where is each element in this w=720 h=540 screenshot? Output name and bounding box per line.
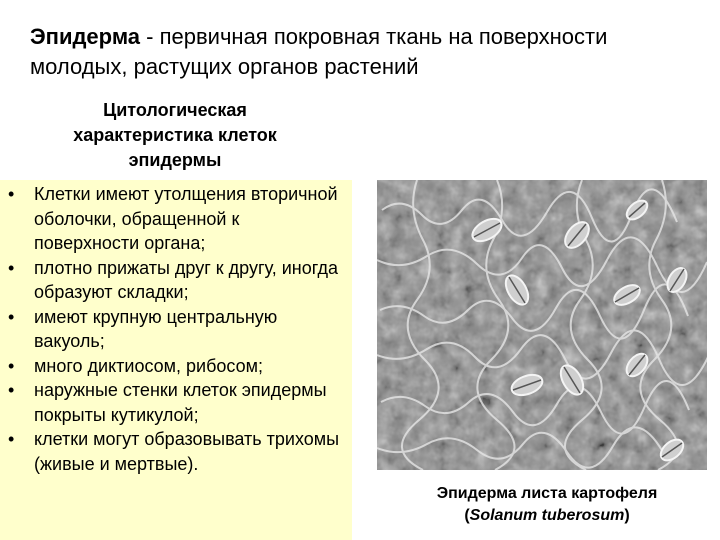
epidermis-micrograph bbox=[377, 180, 707, 470]
list-item-text: Клетки имеют утолщения вторичной оболочки, обращенной к поверхности органа; bbox=[34, 184, 338, 253]
bullet-icon: • bbox=[8, 355, 15, 376]
list-item-text: плотно прижаты друг к другу, иногда образуют складки; bbox=[34, 257, 339, 302]
list-item bbox=[0, 354, 352, 379]
list-item-text: много диктиосом, рибосом; bbox=[34, 355, 264, 376]
caption-line2 bbox=[392, 505, 702, 527]
micrograph-image bbox=[377, 180, 707, 470]
list-item-text: клетки могут образовывать трихомы (живые и мертвые). bbox=[34, 429, 340, 474]
bullet-icon: • bbox=[8, 380, 15, 400]
bullet-icon: • bbox=[8, 257, 15, 278]
slide-title bbox=[30, 22, 690, 82]
list-item-text: имеют крупную центральную вакуоль; bbox=[34, 306, 278, 351]
subtitle: Цитологическая характеристика клеток эпидермы bbox=[73, 100, 277, 170]
list-item-text: наружные стенки клеток эпидермы покрыты кутикулой; bbox=[34, 380, 327, 425]
title-definition: - первичная покровная ткань на поверхности молодых, растущих органов растений bbox=[30, 24, 608, 79]
list-item bbox=[0, 378, 352, 427]
caption-open-paren: ( bbox=[464, 507, 470, 524]
bullet-icon: • bbox=[8, 429, 15, 449]
caption-latin-name: Solanum tuberosum bbox=[469, 507, 625, 524]
list-item bbox=[0, 182, 352, 256]
caption-close-paren: ) bbox=[624, 507, 630, 524]
bullet-list bbox=[0, 182, 352, 476]
title-term: Эпидерма bbox=[30, 24, 141, 49]
bullet-icon: • bbox=[8, 306, 15, 327]
caption-line1: Эпидерма листа картофеля bbox=[436, 485, 658, 502]
list-item bbox=[0, 305, 352, 354]
image-caption bbox=[392, 483, 702, 527]
bullet-icon: • bbox=[8, 184, 15, 204]
list-item bbox=[0, 427, 352, 476]
list-item bbox=[0, 256, 352, 305]
